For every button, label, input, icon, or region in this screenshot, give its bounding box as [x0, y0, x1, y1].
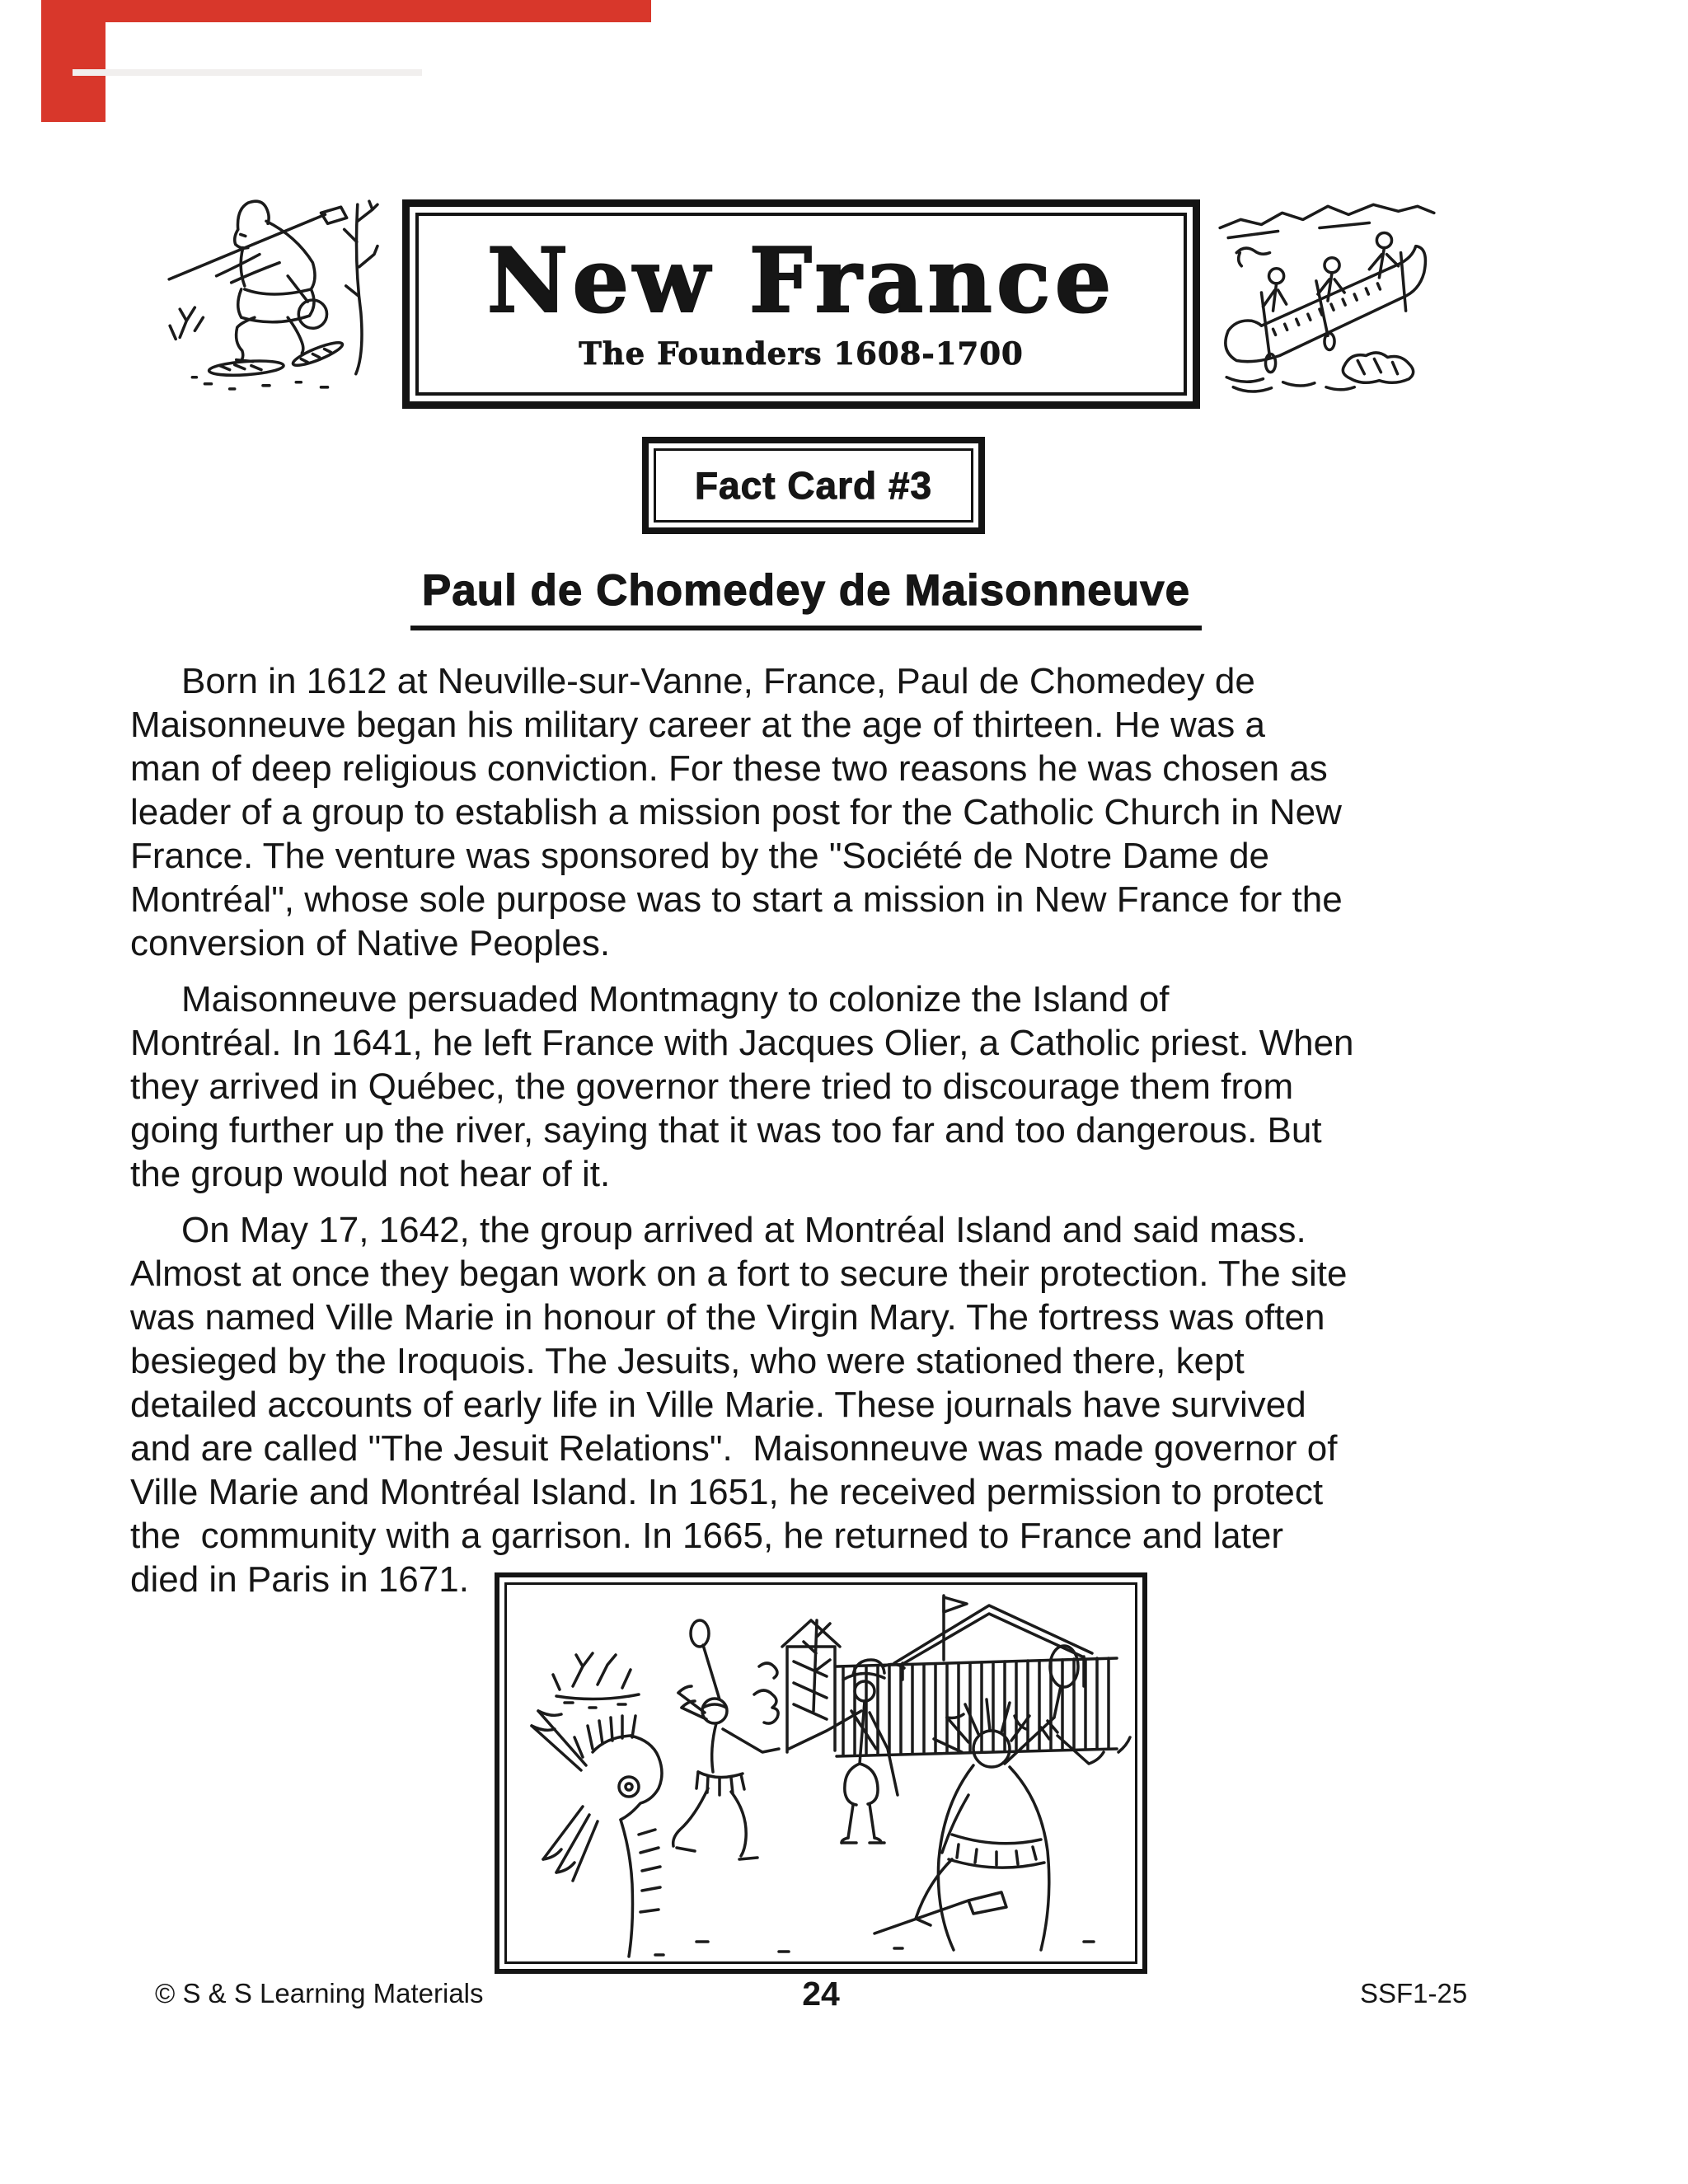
header-title-box — [402, 199, 1200, 409]
text-line: Ville Marie and Montréal Island. In 1651, he received permission to protect — [130, 1472, 1324, 1512]
text-line: the community with a garrison. In 1665, he returned to France and later — [130, 1516, 1283, 1556]
fact-card-box-inner — [654, 448, 973, 523]
text-line: On May 17, 1642, the group arrived at Montréal Island and said mass. — [181, 1210, 1306, 1250]
text-line: going further up the river, saying that it was too far and too dangerous. But — [130, 1110, 1322, 1151]
red-scan-artifact-horizontal — [106, 0, 651, 22]
text-line: detailed accounts of early life in Ville Marie. These journals have survived — [130, 1385, 1306, 1425]
fact-card-label: Fact Card #3 — [694, 464, 933, 507]
header-title-box-inner — [415, 213, 1187, 396]
text-line: the group would not hear of it. — [130, 1154, 611, 1194]
text-line: besieged by the Iroquois. The Jesuits, who were stationed there, kept — [130, 1341, 1245, 1381]
text-line: Almost at once they began work on a fort to secure their protection. The site — [130, 1254, 1348, 1294]
canoe-illustration — [1203, 194, 1452, 394]
text-line: Born in 1612 at Neuville-sur-Vanne, France, Paul de Chomedey de — [181, 661, 1255, 701]
text-line: they arrived in Québec, the governor there tried to discourage them from — [130, 1066, 1294, 1107]
article-title-wrap — [328, 565, 1284, 630]
red-scan-artifact-vertical — [41, 0, 106, 122]
text-line: man of deep religious conviction. For these two reasons he was chosen as — [130, 748, 1328, 789]
article-title: Paul de Chomedey de Maisonneuve — [410, 565, 1202, 630]
text-line: leader of a group to establish a mission post for the Catholic Church in New — [130, 792, 1342, 832]
paragraph-2 — [130, 977, 1630, 1196]
text-line: conversion of Native Peoples. — [130, 923, 611, 963]
dance-scene-frame-inner — [504, 1582, 1137, 1964]
text-line: Maisonneuve persuaded Montmagny to colonize the Island of — [181, 979, 1170, 1019]
fact-card-box — [642, 437, 985, 534]
text-line: Maisonneuve began his military career at the age of thirteen. He was a — [130, 705, 1265, 745]
text-line: died in Paris in 1671. — [130, 1559, 469, 1600]
paragraph-3 — [130, 1208, 1630, 1601]
text-line: France. The venture was sponsored by the "Société de Notre Dame de — [130, 836, 1270, 876]
text-line: was named Ville Marie in honour of the Virgin Mary. The fortress was often — [130, 1297, 1325, 1338]
text-line: Montréal", whose sole purpose was to start a mission in New France for the — [130, 879, 1343, 920]
paragraph-1 — [130, 659, 1630, 965]
article-body — [130, 659, 1630, 1601]
page-number: 24 — [802, 1975, 840, 2013]
footer-code: SSF1-25 — [1360, 1978, 1468, 2008]
page-title: New France — [486, 229, 1116, 333]
page-subtitle: The Founders 1608-1700 — [579, 335, 1024, 372]
dance-scene-frame — [495, 1572, 1147, 1974]
dance-scene-illustration — [507, 1585, 1135, 1961]
text-line: Montréal. In 1641, he left France with Jacques Olier, a Catholic priest. When — [130, 1023, 1354, 1063]
text-line: and are called "The Jesuit Relations". Maisonneuve was made governor of — [130, 1428, 1338, 1469]
scan-artifact-line — [73, 69, 422, 76]
snowshoe-man-illustration — [155, 196, 379, 396]
footer-copyright: © S & S Learning Materials — [155, 1978, 484, 2008]
